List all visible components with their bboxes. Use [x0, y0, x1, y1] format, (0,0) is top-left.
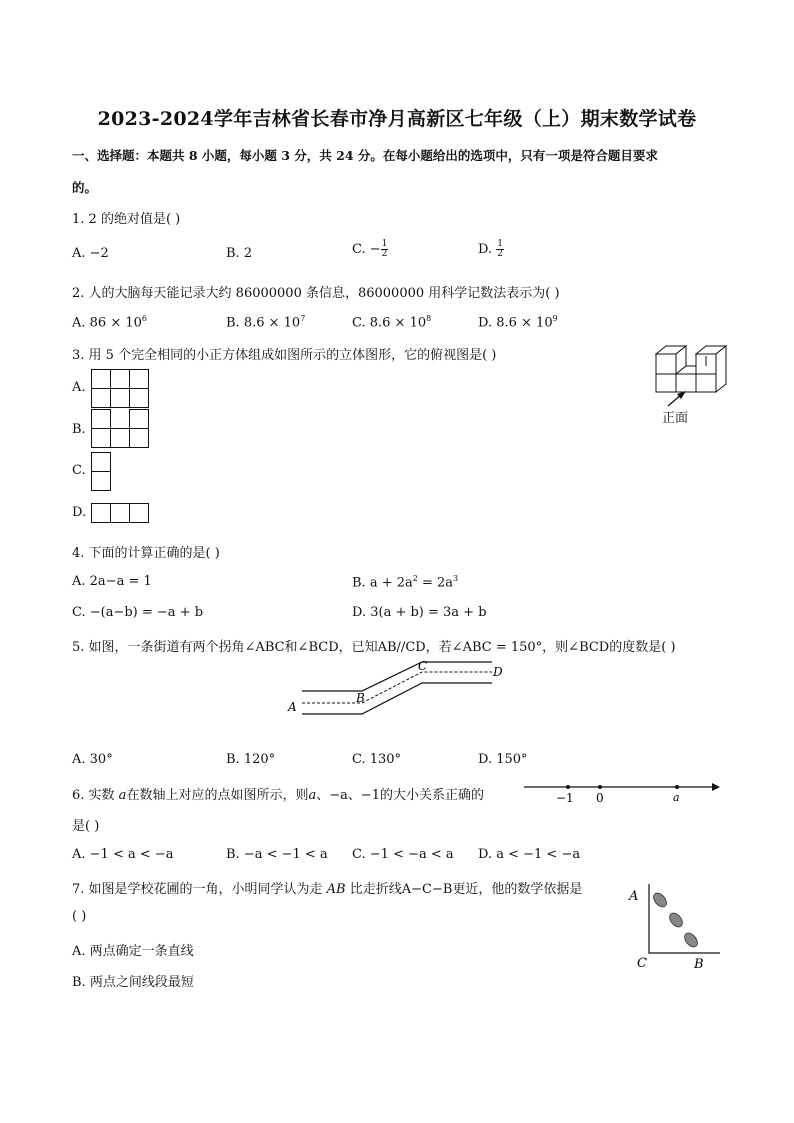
frac-den: 2	[381, 249, 388, 259]
q6-option-a: A. −1 < a < −a	[72, 847, 174, 862]
q7-stem	[72, 878, 582, 897]
q7-stem-prefix: 7. 如图是学校花圃的一角，小明同学认为走	[72, 882, 327, 897]
q2-d-exp: 9	[552, 314, 558, 323]
q3-option-c-grid	[91, 452, 113, 492]
q5-option-b: B. 120°	[226, 752, 276, 767]
q5-label-a: A	[288, 700, 297, 714]
q6-stem-prefix: 6. 实数	[72, 788, 119, 803]
q5-label-c: C	[418, 659, 428, 673]
frac-num: 1	[497, 239, 503, 249]
q5-street-figure	[286, 654, 516, 722]
q5-option-c: C. 130°	[352, 752, 402, 767]
q2-a-exp: 6	[141, 314, 147, 323]
q6-axis-a: a	[673, 791, 680, 804]
q6-stem-var2: a	[308, 788, 317, 803]
q2-c-base: C. 8.6 × 10	[352, 315, 427, 331]
q6-option-d: D. a < −1 < −a	[478, 847, 581, 862]
q7-stem-rest: 比走折线A−C−B更近，他的数学依据是	[345, 882, 583, 897]
q1-option-b: B. 2	[226, 246, 253, 261]
q6-stem-rest: 在数轴上对应的点如图所示，则	[126, 788, 309, 803]
q7-label-a: A	[629, 889, 639, 904]
q7-stem-ab: AB	[326, 882, 346, 897]
q4-option-a: A. 2a−a = 1	[72, 574, 152, 589]
q3-stem: 3. 用 5 个完全相同的小正方体组成如图所示的立体图形，它的俯视图是( )	[72, 348, 497, 363]
q6-stem	[72, 784, 484, 803]
q7-label-c: C	[637, 956, 647, 971]
q6-number-line	[520, 778, 724, 806]
q1-option-c-prefix: C. −	[352, 242, 381, 257]
frac-den: 2	[497, 249, 503, 259]
q2-a-base: A. 86 × 10	[72, 315, 142, 331]
q4-b-exp2: 3	[453, 574, 459, 583]
frac-num: 1	[381, 239, 388, 249]
q2-d-base: D. 8.6 × 10	[478, 315, 553, 331]
q6-axis-zero: 0	[596, 791, 604, 805]
q7-label-b: B	[694, 957, 704, 972]
q3-option-c: C.	[72, 463, 86, 478]
q6-stem-line2: 是( )	[72, 819, 100, 834]
page-title: 2023-2024学年吉林省长春市净月高新区七年级（上）期末数学试卷	[97, 108, 697, 130]
q7-option-b: B. 两点之间线段最短	[72, 975, 194, 990]
q1-option-d-frac	[496, 240, 504, 259]
q4-option-b	[352, 574, 458, 590]
q1-option-c-frac	[381, 240, 389, 259]
q1-option-c	[352, 240, 388, 259]
q6-axis-minus-one: −1	[556, 791, 574, 805]
q3-option-b-grid	[91, 409, 151, 449]
q7-option-a: A. 两点确定一条直线	[72, 944, 194, 959]
q3-option-a: A.	[72, 380, 86, 395]
q2-option-d	[478, 314, 558, 330]
q3-option-a-grid	[91, 369, 151, 409]
q7-garden-figure	[624, 880, 724, 972]
q4-b-exp1: 2	[412, 574, 418, 583]
q3-option-b: B.	[72, 422, 86, 437]
q1-option-d	[478, 240, 504, 259]
q5-label-b: B	[356, 691, 365, 705]
q4-option-d: D. 3(a + b) = 3a + b	[352, 605, 487, 620]
q3-option-d: D.	[72, 505, 87, 520]
q5-option-a: A. 30°	[72, 752, 113, 767]
section-heading-cont: 的。	[72, 180, 98, 195]
q2-option-c	[352, 314, 431, 330]
q4-stem: 4. 下面的计算正确的是( )	[72, 546, 220, 561]
q1-option-a: A. −2	[72, 246, 109, 261]
q1-stem: 1. 2 的绝对值是( )	[72, 212, 181, 227]
q7-stem-line2: ( )	[72, 909, 87, 924]
q2-b-base: B. 8.6 × 10	[226, 315, 301, 331]
q6-option-c: C. −1 < −a < a	[352, 847, 454, 862]
q4-b-mid: = 2a	[417, 575, 454, 591]
q4-b-base: B. a + 2a	[352, 575, 413, 591]
q2-c-exp: 8	[426, 314, 432, 323]
q6-stem-var: a	[118, 788, 127, 803]
q5-option-d: D. 150°	[478, 752, 528, 767]
q5-stem: 5. 如图，一条街道有两个拐角∠ABC和∠BCD，已知AB//CD，若∠ABC = 150°，则∠BCD的度数是( )	[72, 640, 676, 655]
q6-stem-tail: 、−a、−1的大小关系正确的	[316, 788, 485, 803]
q2-stem: 2. 人的大脑每天能记录大约 86000000 条信息，86000000 用科学记数法表示为( )	[72, 286, 560, 301]
q2-b-exp: 7	[300, 314, 306, 323]
q2-option-b	[226, 314, 305, 330]
q5-label-d: D	[493, 665, 503, 679]
q3-option-d-grid	[91, 503, 151, 525]
q4-option-c: C. −(a−b) = −a + b	[72, 605, 204, 620]
q2-option-a	[72, 314, 147, 330]
q1-option-d-prefix: D.	[478, 242, 497, 257]
q3-front-label: 正面	[662, 411, 689, 426]
q6-option-b: B. −a < −1 < a	[226, 847, 328, 862]
section-heading: 一、选择题：本题共 8 小题，每小题 3 分，共 24 分。在每小题给出的选项中，只有一项是符合题目要求	[72, 148, 658, 163]
